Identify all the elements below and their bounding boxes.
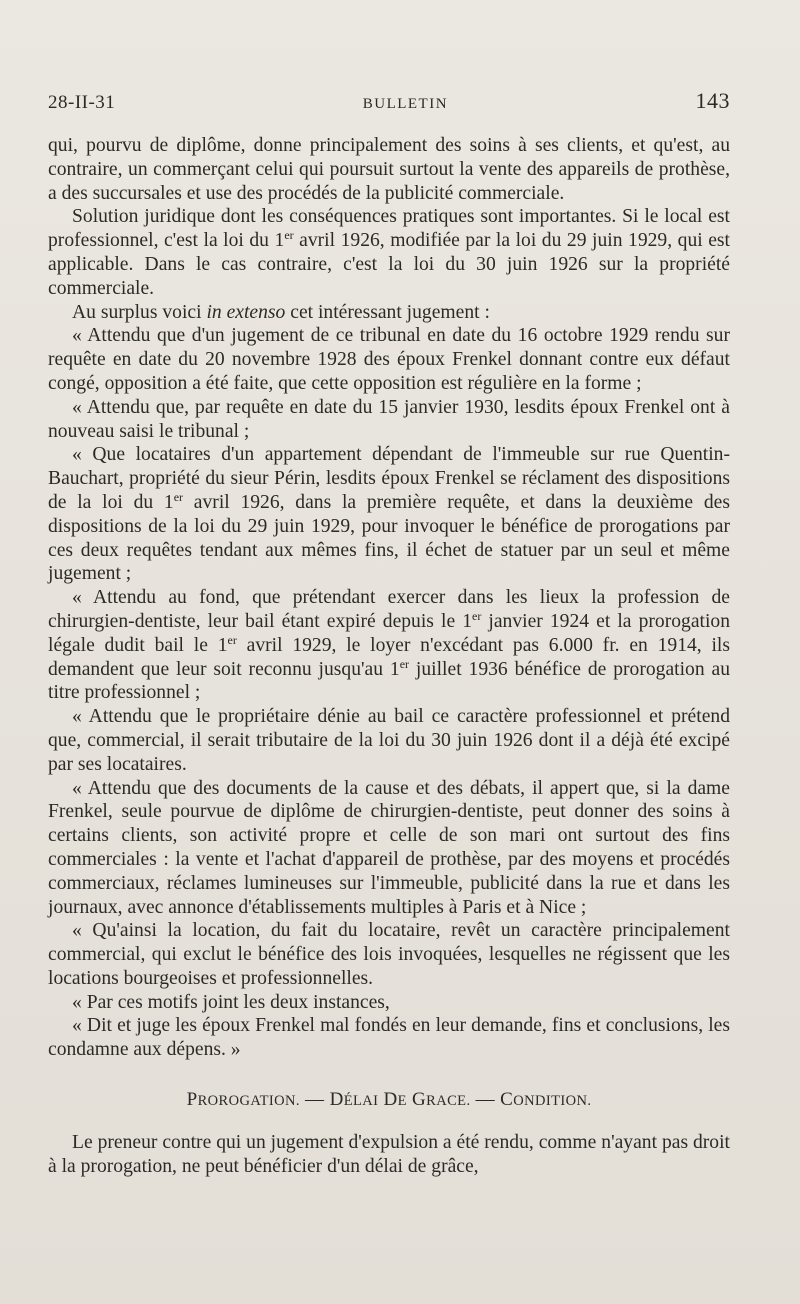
paragraph: « Attendu que des documents de la cause et des débats, il appert que, si la dame Frenkel, seule pourvue de diplôme de chirurgien-dentiste, peut donner des soins à certains clients, son activité propre et celle de son mari ont surtout des fins commerciales : la vente et l'achat d'appareil de prothèse, par des moyens et procédés commerciaux, réclames lumineuses sur l'immeuble, publicité dans la rue et dans les journaux, avec annonce d'établissements multiples à Paris et à Nice ; [48,777,730,918]
paragraph: « Que locataires d'un appartement dépendant de l'immeuble sur rue Quentin-Bauchart, propriété du sieur Périn, lesdits époux Frenkel se réclament des dispositions de la loi du 1er avril 1926, dans la première requête, et dans la deuxième des dispositions de la loi du 29 juin 1929, pour invoquer le bénéfice de prorogations par ces deux requêtes tendant aux mêmes fins, il échet de statuer par un seul et même jugement ; [48,444,730,585]
paragraph: « Par ces motifs joint les deux instances, [72,991,390,1013]
paragraph: Le preneur contre qui un jugement d'expulsion a été rendu, comme n'ayant pas droit à la prorogation, ne peut bénéficier d'un délai de grâce, [48,1131,730,1177]
paragraph: « Attendu que le propriétaire dénie au bail ce caractère professionnel et prétend que, commercial, il serait tributaire de la loi du 30 juin 1926 dont il a déjà été excipé par ses locataires. [48,706,730,775]
paragraph: « Attendu que d'un jugement de ce tribunal en date du 16 octobre 1929 rendu sur requête en date du 20 novembre 1928 des époux Frenkel donnant contre eux défaut congé, opposition a été faite, que cette opposition est régulière en la forme ; [48,325,730,394]
header-date: 28-II-31 [48,92,116,113]
header-title: BULLETIN [362,96,449,112]
section-heading: PROROGATION. — DÉLAI DE GRACE. — CONDITION. [186,1089,592,1111]
paragraph: « Attendu au fond, que prétendant exercer dans les lieux la profession de chirurgien-dentiste, leur bail étant expiré depuis le 1er janvier 1924 et la prorogation légale dudit bail le 1er avril 1929, le loyer n'excédant pas 6.000 fr. en 1914, ils demandent que leur soit reconnu jusqu'au 1er juillet 1936 bénéfice de prorogation au titre professionnel ; [48,587,730,704]
running-header [48,88,730,114]
paragraph: Solution juridique dont les conséquences pratiques sont importantes. Si le local est professionnel, c'est la loi du 1er avril 1926, modifiée par la loi du 29 juin 1929, qui est applicable. Dans le cas contraire, c'est la loi du 30 juin 1926 sur la propriété commerciale. [48,206,730,299]
paragraph: « Qu'ainsi la location, du fait du locataire, revêt un caractère principalement commercial, qui exclut le bénéfice des lois invoquées, lesquelles ne régissent que les locations bourgeoises et professionnelles. [48,920,730,989]
page-number: 143 [695,88,730,113]
body-text [48,134,730,1178]
paragraph: qui, pourvu de diplôme, donne principalement des soins à ses clients, et qu'est, au contraire, un commerçant celui qui poursuit surtout la vente des appareils de prothèse, a des succursales et use des procédés de la publicité commerciale. [48,135,730,204]
paragraph: « Attendu que, par requête en date du 15 janvier 1930, lesdits époux Frenkel ont à nouveau saisi le tribunal ; [48,396,730,442]
paragraph: « Dit et juge les époux Frenkel mal fondés en leur demande, fins et conclusions, les condamne aux dépens. » [48,1015,730,1061]
paragraph: Au surplus voici in extenso cet intéressant jugement : [72,301,490,323]
